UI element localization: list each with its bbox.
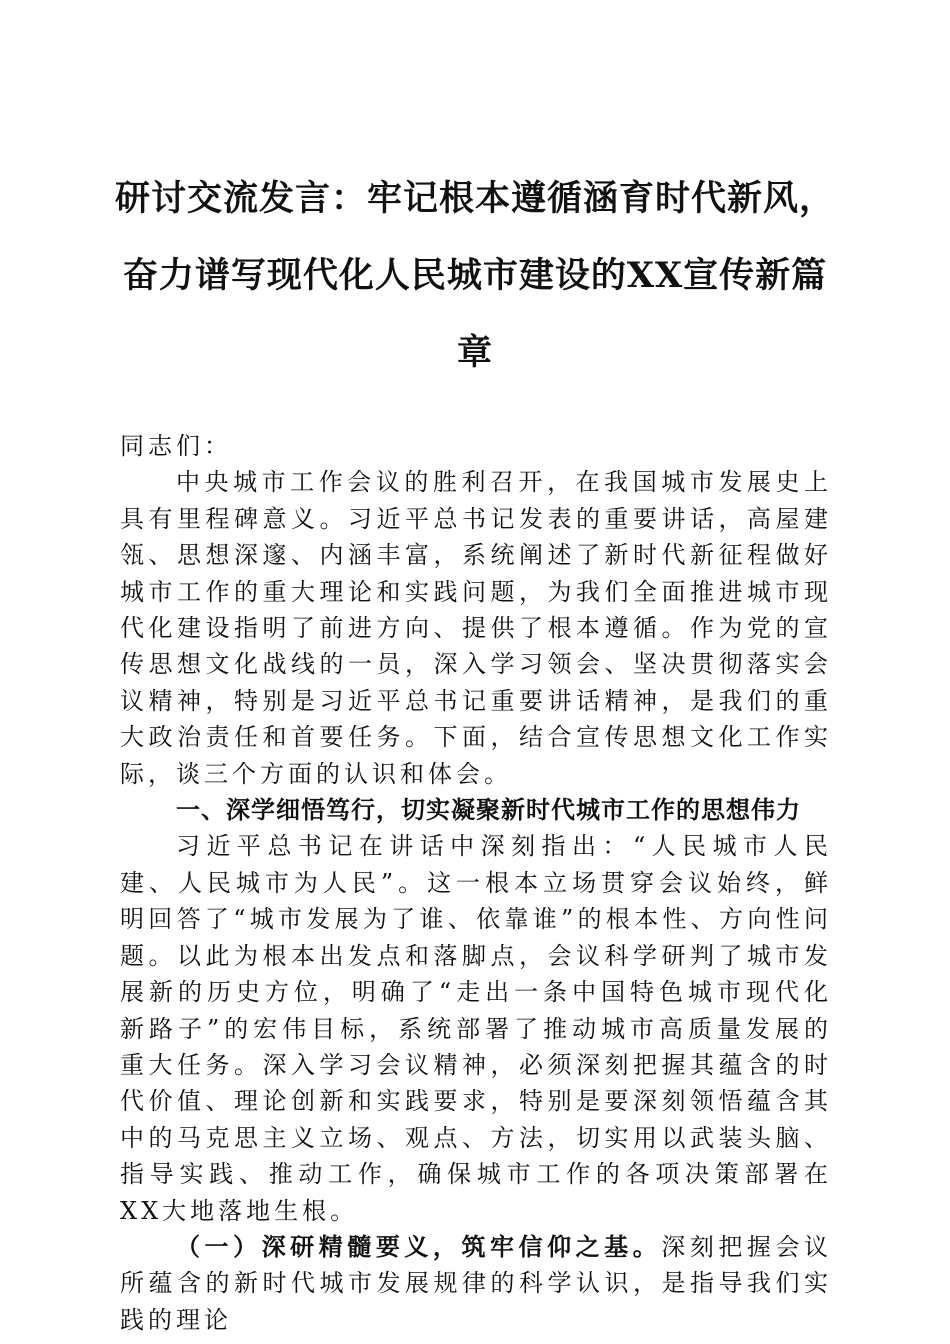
intro-paragraph: 中央城市工作会议的胜利召开，在我国城市发展史上具有里程碑意义。习近平总书记发表的重要讲话，高屋建瓴、思想深邃、内涵丰富，系统阐述了新时代新征程做好城市工作的重大理论和实践问题，为我们全面推进城市现代化建设指明了前进方向、提供了根本遵循。作为党的宣传思想文化战线的一员，深入学习领会、坚决贯彻落实会议精神，特别是习近平总书记重要讲话精神，是我们的重大政治责任和首要任务。下面，结合宣传思想文化工作实际，谈三个方面的认识和体会。	[120, 468, 832, 788]
subsection-1-paragraph	[120, 1229, 832, 1338]
subsection-1-text: 深刻把握会议所蕴含的新时代城市发展规律的科学认识，是指导我们实践的理论	[120, 1232, 833, 1334]
section-heading-1: 一、深学细悟笃行，切实凝聚新时代城市工作的思想伟力	[176, 796, 801, 825]
document-body	[120, 428, 832, 1338]
subsection-1-lead: （一）深研精髓要义，筑牢信仰之基。	[176, 1231, 662, 1261]
salutation: 同志们：	[120, 432, 232, 460]
document-title: 研讨交流发言：牢记根本遵循涵育时代新风，奋力谱写现代化人民城市建设的XX宣传新篇章	[114, 178, 835, 373]
section-1-paragraph: 习近平总书记在讲话中深刻指出：“人民城市人民建、人民城市为人民”。这一根本立场贯穿会议始终，鲜明回答了“城市发展为了谁、依靠谁”的根本性、方向性问题。以此为根本出发点和落脚点，会议科学研判了城市发展新的历史方位，明确了“走出一条中国特色城市现代化新路子”的宏伟目标，系统部署了推动城市高质量发展的重大任务。深入学习会议精神，必须深刻把握其蕴含的时代价值、理论创新和实践要求，特别是要深刻领悟蕴含其中的马克思主义立场、观点、方法，切实用以武装头脑、指导实践、推动工作，确保城市工作的各项决策部署在XX大地落地生根。	[120, 832, 832, 1225]
